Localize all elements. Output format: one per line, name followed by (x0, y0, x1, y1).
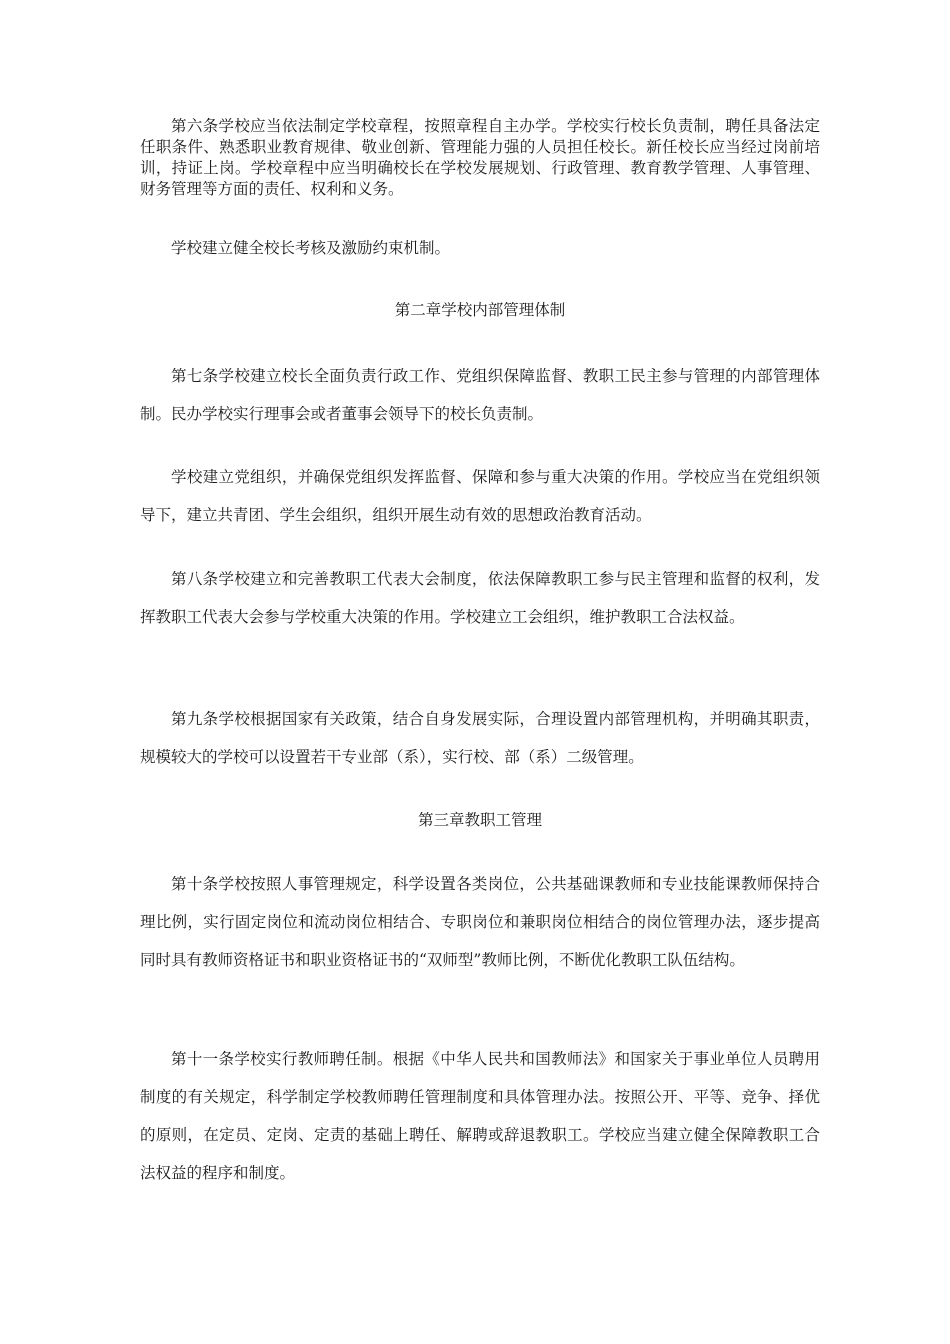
paragraph-article-7: 第七条学校建立校长全面负责行政工作、党组织保障监督、教职工民主参与管理的内部管理体制。民办学校实行理事会或者董事会领导下的校长负责制。 (140, 367, 820, 423)
chapter-3-title: 第三章教职工管理 (417, 811, 542, 829)
paragraph-article-11: 第十一条学校实行教师聘任制。根据《中华人民共和国教师法》和国家关于事业单位人员聘用制度的有关规定，科学制定学校教师聘任管理制度和具体管理办法。按照公开、平等、竞争、择优的原则，在定员、定岗、定责的基础上聘任、解聘或辞退教职工。学校应当建立健全保障教职工合法权益的程序和制度。 (140, 1050, 820, 1182)
chapter-2-title: 第二章学校内部管理体制 (394, 301, 566, 319)
paragraph-article-8: 第八条学校建立和完善教职工代表大会制度，依法保障教职工参与民主管理和监督的权利，发挥教职工代表大会参与学校重大决策的作用。学校建立工会组织，维护教职工合法权益。 (140, 570, 820, 626)
paragraph-article-9: 第九条学校根据国家有关政策，结合自身发展实际，合理设置内部管理机构，并明确其职责，规模较大的学校可以设置若干专业部（系），实行校、部（系）二级管理。 (140, 710, 820, 766)
paragraph-principal-assessment: 学校建立健全校长考核及激励约束机制。 (171, 239, 451, 257)
paragraph-party-organization: 学校建立党组织，并确保党组织发挥监督、保障和参与重大决策的作用。学校应当在党组织领导下，建立共青团、学生会组织，组织开展生动有效的思想政治教育活动。 (140, 468, 820, 524)
paragraph-article-10: 第十条学校按照人事管理规定，科学设置各类岗位，公共基础课教师和专业技能课教师保持合理比例，实行固定岗位和流动岗位相结合、专职岗位和兼职岗位相结合的岗位管理办法，逐步提高同时具有教师资格证书和职业资格证书的“双师型”教师比例，不断优化教职工队伍结构。 (140, 875, 820, 969)
paragraph-article-6: 第六条学校应当依法制定学校章程，按照章程自主办学。学校实行校长负责制，聘任具备法定任职条件、熟悉职业教育规律、敬业创新、管理能力强的人员担任校长。新任校长应当经过岗前培训，持证上岗。学校章程中应当明确校长在学校发展规划、行政管理、教育教学管理、人事管理、财务管理等方面的责任、权利和义务。 (140, 117, 820, 198)
